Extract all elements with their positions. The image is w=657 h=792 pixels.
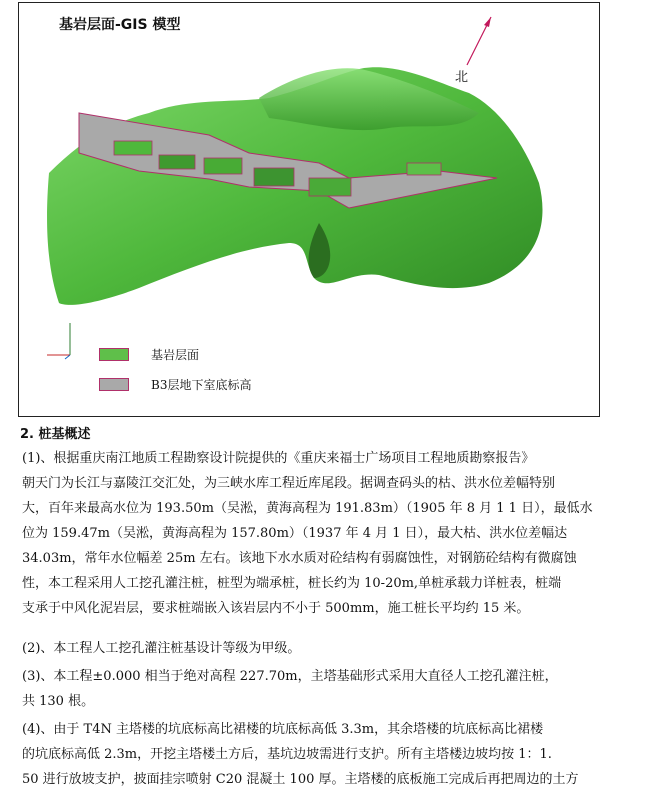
paragraph-3 bbox=[22, 664, 622, 714]
legend-swatch-b3 bbox=[99, 378, 129, 391]
paragraph-line: (4)、由于 T4N 主塔楼的坑底标高比裙楼的坑底标高低 3.3m，其余塔楼的坑底标高比裙楼 bbox=[22, 722, 544, 737]
terrain-3d-model bbox=[19, 3, 600, 313]
paragraph-line: 支承于中风化泥岩层，要求桩端嵌入该岩层内不小于 500mm，施工桩长平均约 15 米。 bbox=[22, 601, 530, 616]
legend-label-bedrock: 基岩层面 bbox=[151, 348, 200, 362]
paragraph-line: 性，本工程采用人工挖孔灌注桩，桩型为端承桩，桩长约为 10-20m,单桩承载力详桩表，桩端 bbox=[22, 576, 562, 591]
paragraph-line: 位为 159.47m（吴淞，黄海高程为 157.80m）（1937 年 4 月 1 日），最大枯、洪水位差幅达 bbox=[22, 526, 568, 541]
section-heading: 2. 桩基概述 bbox=[20, 427, 91, 442]
paragraph-line: 大，百年来最高水位为 193.50m（吴淞，黄海高程为 191.83m）（1905 年 8 月 1 1 日），最低水 bbox=[22, 501, 593, 516]
paragraph-line: 共 130 根。 bbox=[22, 694, 95, 709]
legend-label-b3: B3层地下室底标高 bbox=[151, 378, 252, 392]
paragraph-line: (2)、本工程人工挖孔灌注桩基设计等级为甲级。 bbox=[22, 641, 301, 656]
gis-model-figure bbox=[18, 2, 600, 417]
paragraph-2 bbox=[22, 636, 622, 661]
paragraph-line: (1)、根据重庆南江地质工程勘察设计院提供的《重庆来福士广场项目工程地质勘察报告》 bbox=[22, 451, 535, 466]
paragraph-line: 34.03m，常年水位幅差 25m 左右。该地下水水质对砼结构有弱腐蚀性，对钢筋砼结构有微腐蚀 bbox=[22, 551, 577, 566]
paragraph-line: (3)、本工程±0.000 相当于绝对高程 227.70m，主塔基础形式采用大直径人工挖孔灌注桩， bbox=[22, 669, 558, 684]
paragraph-line: 的坑底标高低 2.3m，开挖主塔楼土方后，基坑边坡需进行支护。所有主塔楼边坡均按 1：1. bbox=[22, 747, 552, 762]
north-label: 北 bbox=[455, 70, 469, 85]
paragraph-line: 50 进行放坡支护，披面挂宗喷射 C20 混凝土 100 厚。主塔楼的底板施工完成后再把周边的土方 bbox=[22, 772, 579, 787]
legend-swatch-bedrock bbox=[99, 348, 129, 361]
paragraph-line: 朝天门为长江与嘉陵江交汇处，为三峡水库工程近库尾段。据调查码头的枯、洪水位差幅特别 bbox=[22, 476, 556, 491]
paragraph-4 bbox=[22, 717, 622, 792]
paragraph-1 bbox=[22, 446, 622, 621]
axes-icon bbox=[45, 321, 75, 361]
figure-title: 基岩层面-GIS 模型 bbox=[59, 17, 181, 33]
